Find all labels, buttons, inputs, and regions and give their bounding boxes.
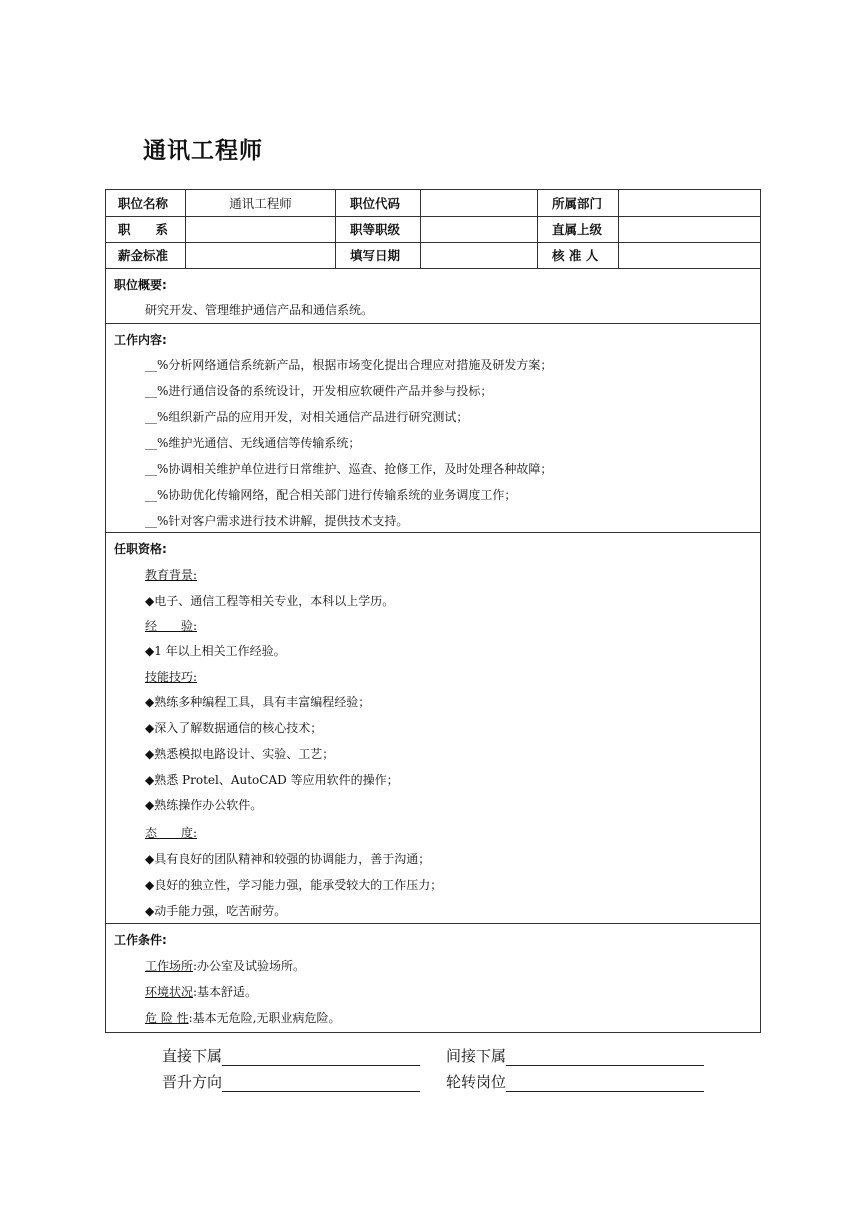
duty-item: __%针对客户需求进行技术讲解，提供技术支持。: [145, 514, 409, 528]
duty-item: __%进行通信设备的系统设计，开发相应软硬件产品并参与投标；: [145, 384, 493, 398]
duty-item: __%维护光通信、无线通信等传输系统；: [145, 436, 361, 450]
indirect-reports-label: 间接下属: [446, 1047, 507, 1065]
workplace-value: :办公室及试验场所。: [193, 959, 306, 973]
superior-label: 直属上级: [552, 222, 603, 237]
hazard-label: 危 险 性: [145, 1011, 189, 1025]
environment-label: 环境状况: [145, 985, 194, 999]
hazard-row: [145, 1009, 341, 1026]
workplace-label: 工作场所: [145, 959, 194, 973]
skills-item: ◆深入了解数据通信的核心技术；: [145, 721, 323, 735]
skills-item: ◆熟练多种编程工具，具有丰富编程经验；: [145, 695, 371, 709]
grade-label: 职等职级: [350, 222, 401, 237]
page-title: 通讯工程师: [143, 138, 263, 164]
rotation-posts-label: 轮转岗位: [446, 1073, 507, 1091]
indirect-reports-blank[interactable]: [506, 1051, 704, 1066]
attitude-item: ◆动手能力强，吃苦耐劳。: [145, 904, 287, 918]
attitude-item: ◆良好的独立性，学习能力强，能承受较大的工作压力；: [145, 878, 443, 892]
position-code-label: 职位代码: [350, 196, 401, 211]
position-name-value: 通讯工程师: [229, 196, 292, 211]
approver-label: 核 准 人: [552, 248, 599, 263]
duties-heading: 工作内容:: [114, 333, 167, 347]
rotation-posts-blank[interactable]: [506, 1077, 704, 1092]
direct-reports-blank[interactable]: [222, 1051, 420, 1066]
skills-item: ◆熟悉 Protel、AutoCAD 等应用软件的操作；: [145, 773, 399, 787]
direct-reports-field: [162, 1045, 420, 1066]
environment-row: [145, 983, 257, 1000]
duty-item: __%组织新产品的应用开发，对相关通信产品进行研究测试；: [145, 410, 469, 424]
promotion-path-field: [162, 1071, 420, 1092]
series-label: 职 系: [118, 222, 169, 237]
indirect-reports-field: [446, 1045, 704, 1066]
department-label: 所属部门: [552, 196, 603, 211]
promotion-path-blank[interactable]: [222, 1077, 420, 1092]
salary-label: 薪金标准: [118, 248, 169, 263]
experience-label: 经 验:: [145, 619, 198, 633]
position-name-label: 职位名称: [118, 196, 169, 211]
skills-label: 技能技巧:: [145, 670, 198, 684]
education-item: ◆电子、通信工程等相关专业，本科以上学历。: [145, 594, 395, 608]
duty-item: __%分析网络通信系统新产品，根据市场变化提出合理应对措施及研发方案；: [145, 358, 553, 372]
promotion-path-label: 晋升方向: [162, 1073, 223, 1091]
job-description-table: [105, 189, 761, 1033]
workplace-row: [145, 957, 305, 974]
direct-reports-label: 直接下属: [162, 1047, 223, 1065]
duty-item: __%协助优化传输网络，配合相关部门进行传输系统的业务调度工作；: [145, 488, 517, 502]
qualifications-heading: 任职资格:: [114, 542, 167, 556]
experience-item: ◆1 年以上相关工作经验。: [145, 644, 286, 658]
skills-item: ◆熟练操作办公软件。: [145, 798, 263, 812]
overview-text: 研究开发、管理维护通信产品和通信系统。: [145, 303, 374, 317]
skills-item: ◆熟悉模拟电路设计、实验、工艺；: [145, 747, 335, 761]
rotation-posts-field: [446, 1071, 704, 1092]
fill-date-label: 填写日期: [350, 248, 401, 263]
attitude-label: 态 度:: [145, 826, 198, 840]
hazard-value: :基本无危险,无职业病危险。: [188, 1011, 341, 1025]
conditions-heading: 工作条件:: [114, 933, 167, 947]
education-label: 教育背景:: [145, 568, 198, 582]
duty-item: __%协调相关维护单位进行日常维护、巡查、抢修工作，及时处理各种故障；: [145, 462, 553, 476]
environment-value: :基本舒适。: [193, 985, 258, 999]
overview-heading: 职位概要:: [114, 278, 167, 292]
attitude-item: ◆具有良好的团队精神和较强的协调能力，善于沟通；: [145, 852, 431, 866]
